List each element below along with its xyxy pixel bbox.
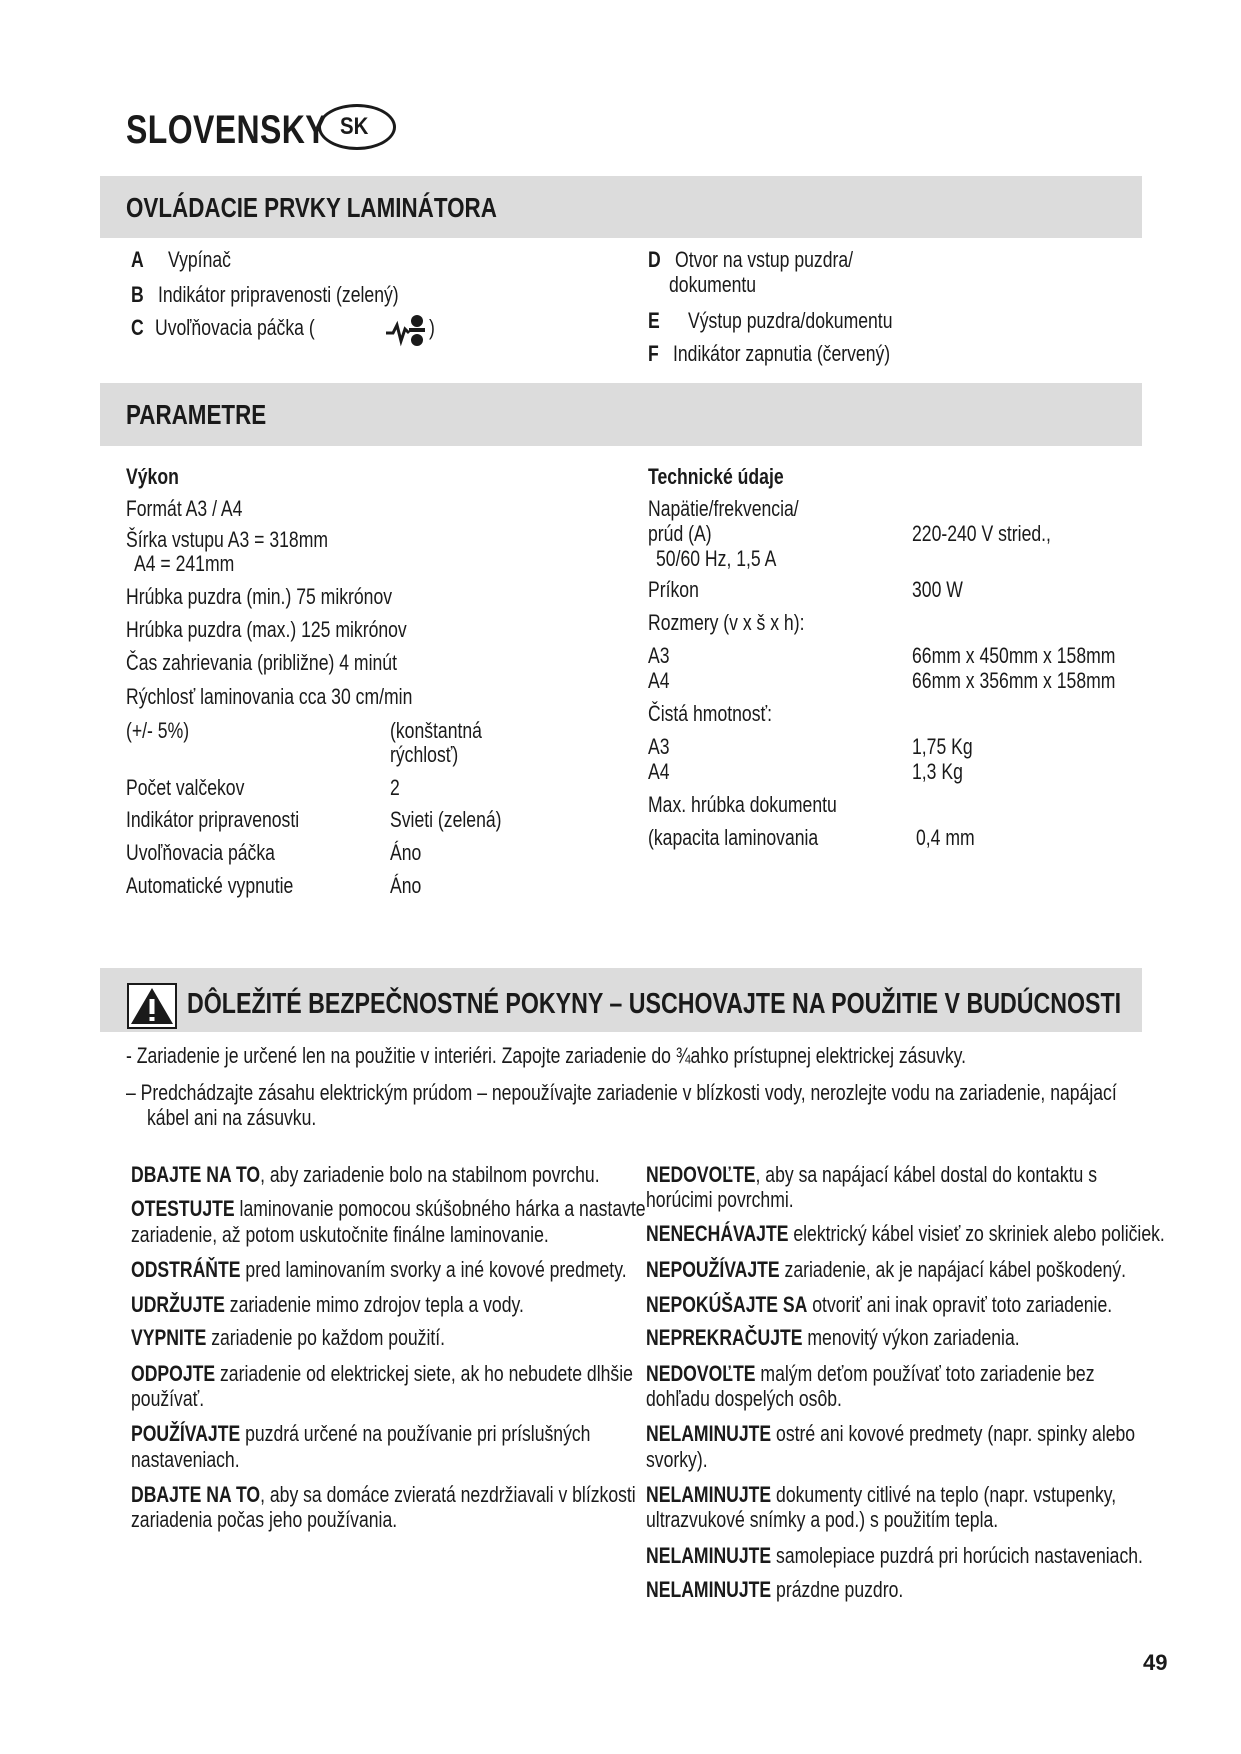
safety-item-right-line2: ultrazvukové snímky a pod.) s použitím tepla.	[646, 1507, 999, 1532]
safety-item-right: NEDOVOĽTE malým deťom používať toto zariadenie bez	[646, 1361, 1095, 1386]
param-tolerance-note-1: (konštantná	[390, 718, 482, 743]
tech-dim-a4-value: 66mm x 356mm x 158mm	[912, 668, 1116, 693]
safety-item-right: NEPREKRAČUJTE menovitý výkon zariadenia.	[646, 1325, 1020, 1350]
control-text-e: Výstup puzdra/dokumentu	[688, 308, 893, 333]
param-width-a4: A4 = 241mm	[134, 551, 235, 576]
safety-item-left: ODPOJTE zariadenie od elektrickej siete, ak ho nebudete dlhšie	[131, 1361, 633, 1386]
param-row-value: Áno	[390, 840, 422, 865]
param-row-label: Počet valčekov	[126, 775, 245, 800]
param-row-label: Indikátor pripravenosti	[126, 807, 300, 832]
param-row-value: Áno	[390, 873, 422, 898]
control-text-a: Vypínač	[168, 247, 231, 272]
param-format: Formát A3 / A4	[126, 496, 243, 521]
technical-heading: Technické údaje	[648, 464, 784, 489]
tech-capacity: (kapacita laminovania	[648, 825, 819, 850]
tech-voltage-1: Napätie/frekvencia/	[648, 496, 799, 521]
page-language-title: SLOVENSKY	[126, 108, 327, 152]
safety-item-right-line2: horúcimi povrchmi.	[646, 1187, 794, 1212]
safety-section-title: DÔLEŽITÉ BEZPEČNOSTNÉ POKYNY – USCHOVAJTE NA POUŽITIE V BUDÚCNOSTI	[187, 988, 1122, 1020]
control-key-f: F	[648, 341, 659, 366]
control-key-a: A	[131, 247, 144, 272]
language-code: SK	[340, 113, 369, 140]
tech-weight: Čistá hmotnosť:	[648, 701, 772, 726]
safety-item-right: NELAMINUJTE dokumenty citlivé na teplo (napr. vstupenky,	[646, 1482, 1117, 1507]
tech-voltage-value: 220-240 V stried.,	[912, 521, 1051, 546]
control-text-d-line2: dokumentu	[669, 272, 757, 297]
safety-item-left: DBAJTE NA TO, aby zariadenie bolo na stabilnom povrchu.	[131, 1162, 600, 1187]
safety-item-left: ODSTRÁŇTE pred laminovaním svorky a iné kovové predmety.	[131, 1257, 627, 1282]
safety-item-right: NEPOUŽÍVAJTE zariadenie, ak je napájací kábel poškodený.	[646, 1257, 1127, 1282]
safety-item-right-line2: dohľadu dospelých osôb.	[646, 1386, 842, 1411]
controls-section-title: OVLÁDACIE PRVKY LAMINÁTORA	[126, 192, 497, 223]
param-row-label: Uvoľňovacia páčka	[126, 840, 275, 865]
safety-intro-indoor: - Zariadenie je určené len na použitie v interiéri. Zapojte zariadenie do ¾ahko prístupnej elektrickej zásuvky.	[126, 1043, 967, 1068]
control-text-f: Indikátor zapnutia (červený)	[673, 341, 891, 366]
safety-item-left-line2: zariadenie, až potom uskutočnite finálne laminovanie.	[131, 1222, 549, 1247]
safety-item-right: NELAMINUJTE ostré ani kovové predmety (napr. spinky alebo	[646, 1421, 1136, 1446]
control-key-c: C	[131, 315, 144, 340]
control-text-d: Otvor na vstup puzdra/	[675, 247, 854, 272]
warning-triangle-icon	[127, 983, 177, 1029]
tech-weight-a4-value: 1,3 Kg	[912, 759, 963, 784]
tech-power-value: 300 W	[912, 577, 963, 602]
safety-item-left: DBAJTE NA TO, aby sa domáce zvieratá nezdržiavali v blízkosti	[131, 1482, 636, 1507]
tech-voltage-3: 50/60 Hz, 1,5 A	[656, 546, 777, 571]
tech-weight-a4: A4	[648, 759, 670, 784]
param-thickness-max: Hrúbka puzdra (max.) 125 mikrónov	[126, 617, 407, 642]
safety-item-left-line2: nastaveniach.	[131, 1447, 240, 1472]
safety-item-left: OTESTUJTE laminovanie pomocou skúšobného hárka a nastavte	[131, 1196, 646, 1221]
param-thickness-min: Hrúbka puzdra (min.) 75 mikrónov	[126, 584, 393, 609]
safety-intro-shock: – Predchádzajte zásahu elektrickým prúdom – nepoužívajte zariadenie v blízkosti vody, nerozlejte vodu na zariadenie, napájací	[126, 1080, 1117, 1105]
safety-item-left: POUŽÍVAJTE puzdrá určené na používanie pri príslušných	[131, 1421, 591, 1446]
performance-heading: Výkon	[126, 464, 179, 489]
safety-item-right: NELAMINUJTE prázdne puzdro.	[646, 1577, 904, 1602]
tech-voltage-2: prúd (A)	[648, 521, 712, 546]
control-key-d: D	[648, 247, 661, 272]
release-lever-icon	[384, 311, 426, 349]
page-number: 49	[1143, 1650, 1168, 1675]
safety-item-right: NEPOKÚŠAJTE SA otvoriť ani inak opraviť toto zariadenie.	[646, 1292, 1113, 1317]
safety-item-left-line2: zariadenia počas jeho používania.	[131, 1507, 398, 1532]
tech-capacity-value: 0,4 mm	[916, 825, 975, 850]
safety-item-right: NEDOVOĽTE, aby sa napájací kábel dostal do kontaktu s	[646, 1162, 1097, 1187]
safety-item-right: NENECHÁVAJTE elektrický kábel visieť zo skriniek alebo poličiek.	[646, 1221, 1165, 1246]
safety-item-right: NELAMINUJTE samolepiace puzdrá pri horúcich nastaveniach.	[646, 1543, 1143, 1568]
tech-dim-a4: A4	[648, 668, 670, 693]
param-row-value: Svieti (zelená)	[390, 807, 502, 832]
tech-weight-a3: A3	[648, 734, 670, 759]
param-warmup: Čas zahrievania (približne) 4 minút	[126, 650, 397, 675]
params-section-title: PARAMETRE	[126, 399, 267, 430]
param-row-value: 2	[390, 775, 400, 800]
safety-item-right-line2: svorky).	[646, 1447, 708, 1472]
param-width-a3: Šírka vstupu A3 = 318mm	[126, 527, 329, 552]
tech-dim-a3: A3	[648, 643, 670, 668]
control-text-c-suffix: )	[429, 315, 435, 340]
param-tolerance-note-2: rýchlosť)	[390, 742, 459, 767]
control-text-b: Indikátor pripravenosti (zelený)	[158, 282, 399, 307]
param-speed: Rýchlosť laminovania cca 30 cm/min	[126, 684, 413, 709]
control-text-c: Uvoľňovacia páčka (	[155, 315, 315, 340]
safety-intro-shock-line2: kábel ani na zásuvku.	[147, 1105, 317, 1130]
safety-item-left: VYPNITE zariadenie po každom použití.	[131, 1325, 446, 1350]
param-row-label: Automatické vypnutie	[126, 873, 294, 898]
tech-max-document: Max. hrúbka dokumentu	[648, 792, 837, 817]
language-badge	[318, 104, 396, 150]
safety-item-left: UDRŽUJTE zariadenie mimo zdrojov tepla a vody.	[131, 1292, 524, 1317]
tech-dimensions: Rozmery (v x š x h):	[648, 610, 805, 635]
control-key-b: B	[131, 282, 144, 307]
param-tolerance: (+/- 5%)	[126, 718, 190, 743]
safety-item-left-line2: používať.	[131, 1386, 205, 1411]
tech-dim-a3-value: 66mm x 450mm x 158mm	[912, 643, 1116, 668]
control-key-e: E	[648, 308, 660, 333]
tech-power: Príkon	[648, 577, 699, 602]
tech-weight-a3-value: 1,75 Kg	[912, 734, 973, 759]
